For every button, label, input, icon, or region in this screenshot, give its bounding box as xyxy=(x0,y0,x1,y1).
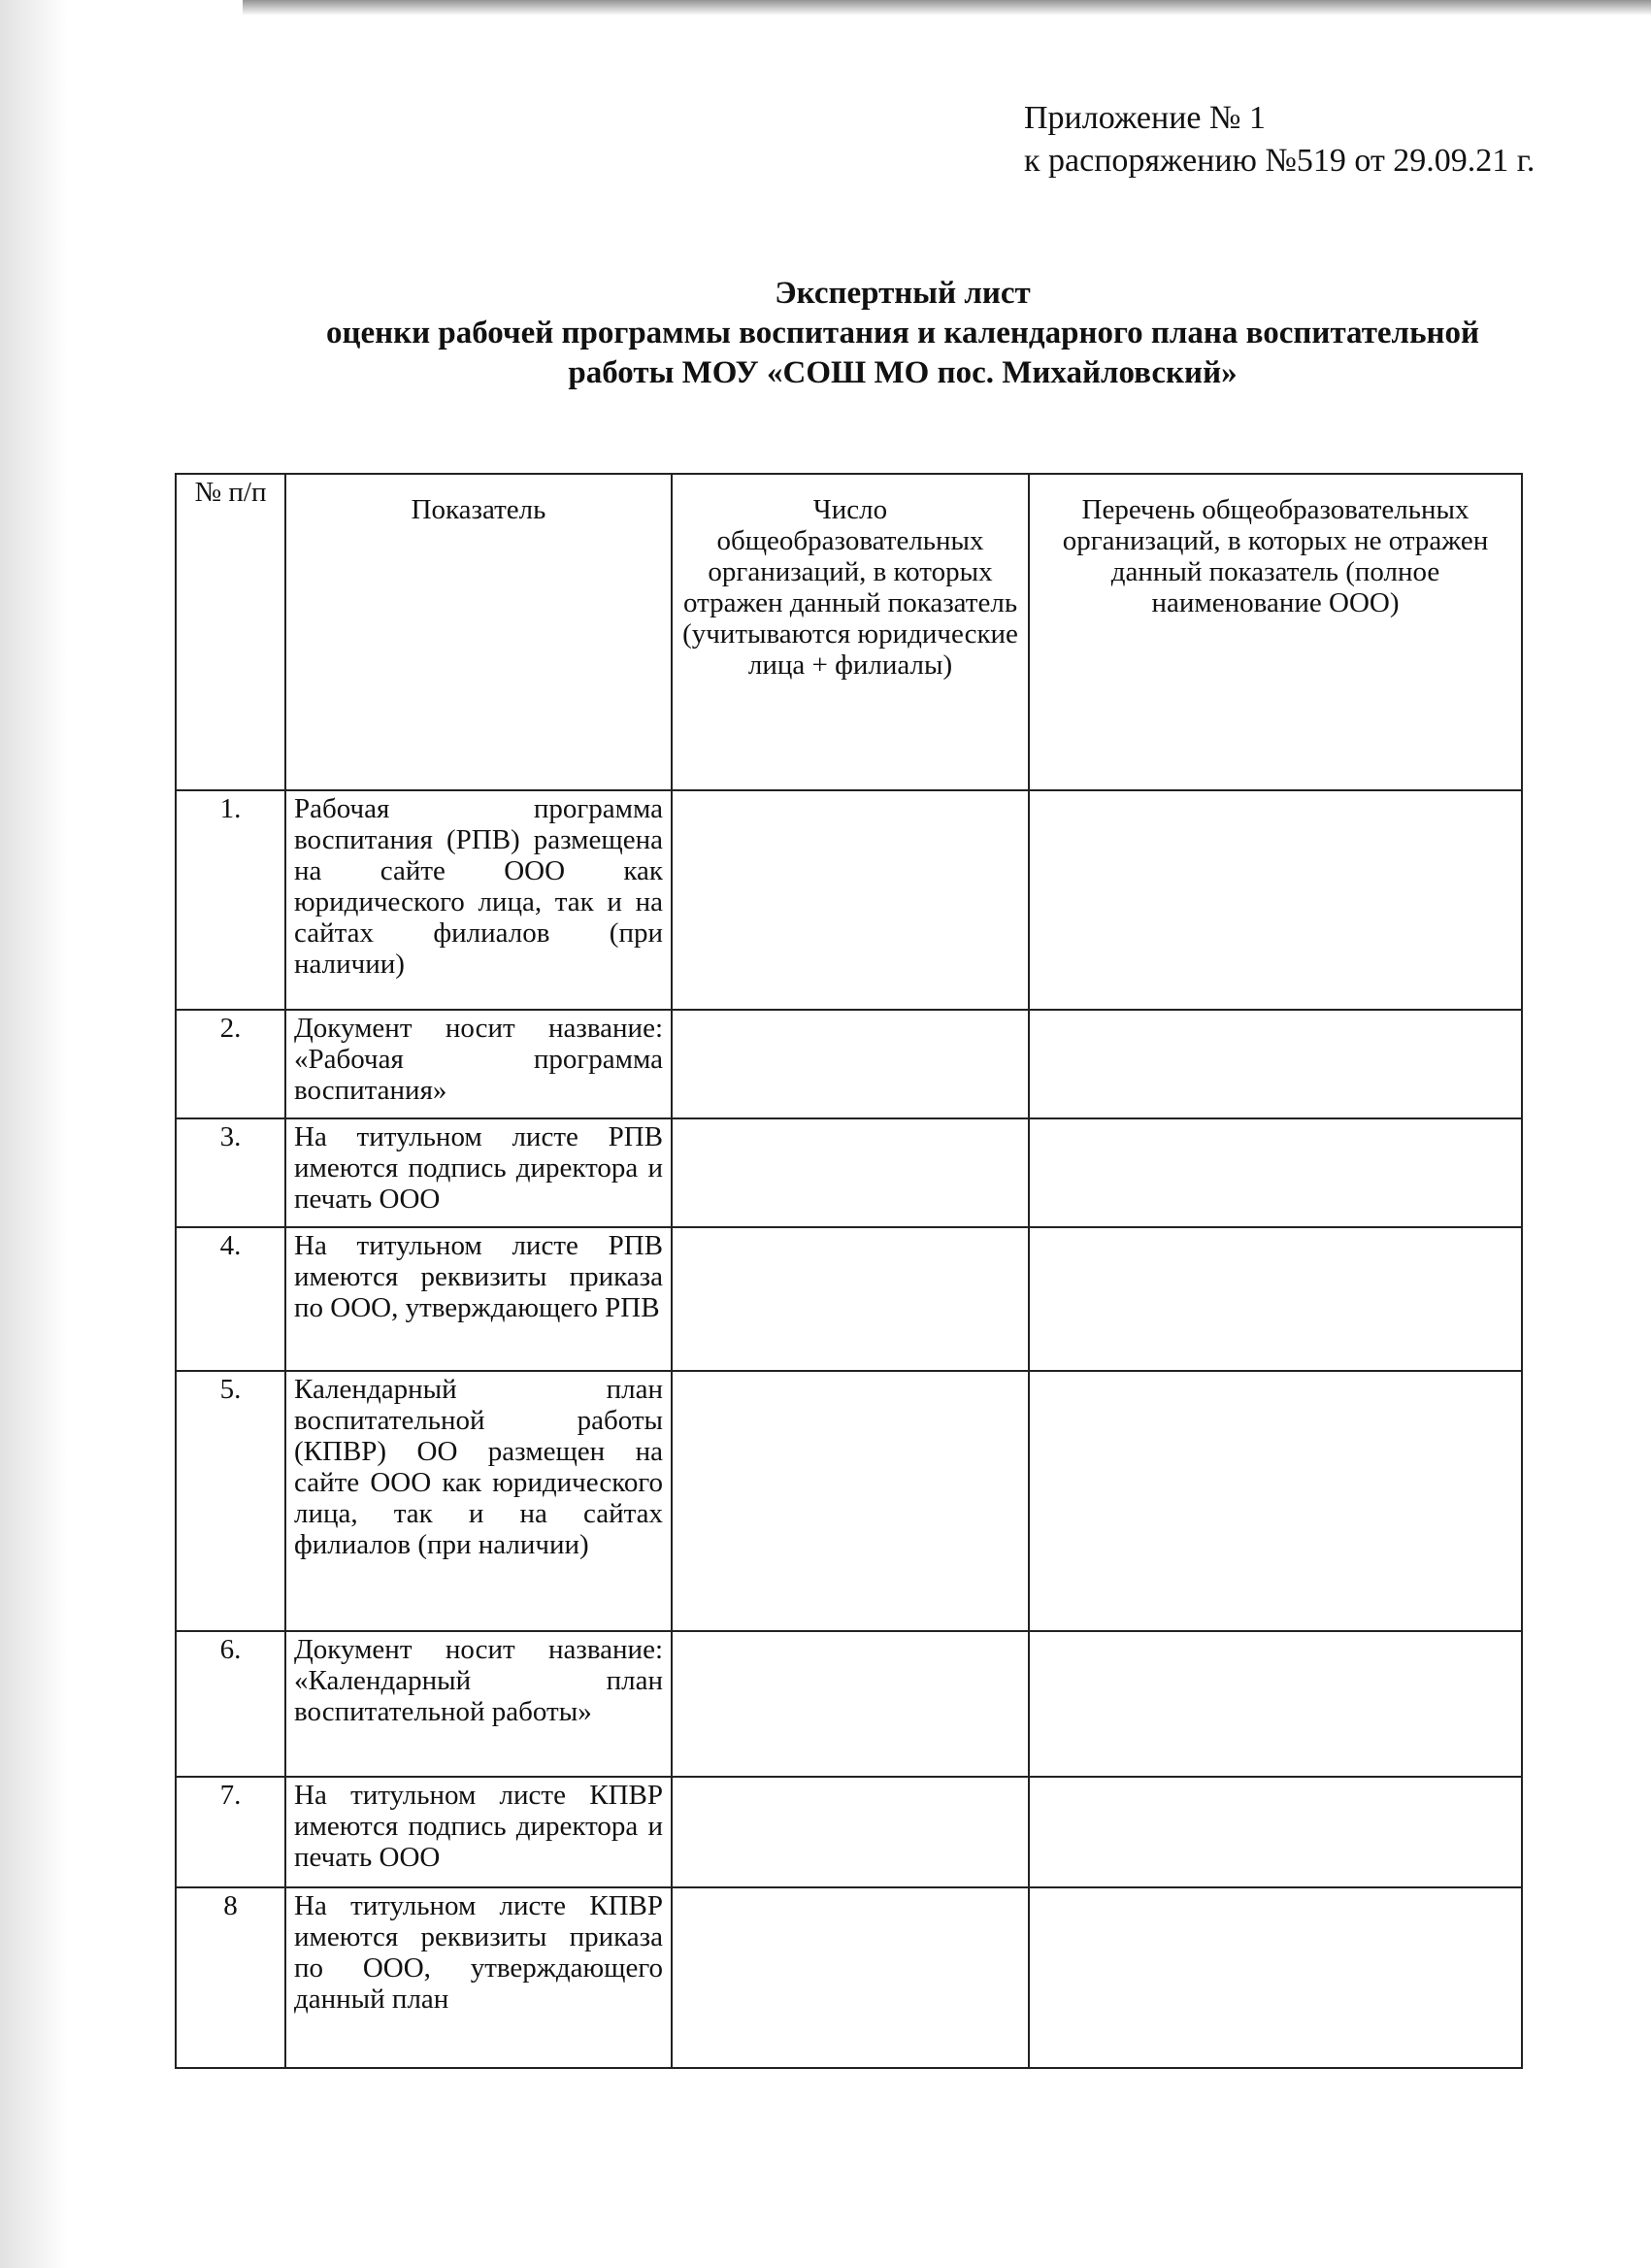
appendix-note xyxy=(1024,97,1535,183)
row-number: 6. xyxy=(176,1631,285,1777)
row-count-cell[interactable] xyxy=(672,1010,1029,1118)
table-row xyxy=(176,1371,1522,1631)
row-number: 8 xyxy=(176,1887,285,2068)
row-count-cell[interactable] xyxy=(672,1631,1029,1777)
appendix-number: Приложение № 1 xyxy=(1024,100,1266,136)
title-line-2: оценки рабочей программы воспитания и календарного плана воспитательной xyxy=(325,316,1480,350)
table-row xyxy=(176,1777,1522,1887)
header-count: Число общеобразовательных организаций, в которых отражен данный показатель (учитываются юридические лица + филиалы) xyxy=(672,474,1029,790)
row-number: 7. xyxy=(176,1777,285,1887)
row-indicator: Рабочая программа воспитания (РПВ) размещена на сайте ООО как юридического лица, так и на сайтах филиалов (при наличии) xyxy=(285,790,672,1010)
row-count-cell[interactable] xyxy=(672,1887,1029,2068)
table-row xyxy=(176,1118,1522,1227)
title-line-1: Экспертный лист xyxy=(775,276,1031,311)
scan-edge-shadow xyxy=(0,0,68,2268)
row-indicator: На титульном листе КПВР имеются подпись директора и печать ООО xyxy=(285,1777,672,1887)
row-number: 1. xyxy=(176,790,285,1010)
row-list-cell[interactable] xyxy=(1029,1777,1522,1887)
table-row xyxy=(176,790,1522,1010)
row-indicator: На титульном листе РПВ имеются реквизиты приказа по ООО, утверждающего РПВ xyxy=(285,1227,672,1371)
row-list-cell[interactable] xyxy=(1029,1887,1522,2068)
document-title xyxy=(194,274,1611,393)
table-row xyxy=(176,1010,1522,1118)
table-row xyxy=(176,1631,1522,1777)
table-header-row xyxy=(176,474,1522,790)
row-indicator: Документ носит название: «Календарный план воспитательной работы» xyxy=(285,1631,672,1777)
header-indicator: Показатель xyxy=(285,474,672,790)
table-row xyxy=(176,1227,1522,1371)
row-list-cell[interactable] xyxy=(1029,1118,1522,1227)
row-list-cell[interactable] xyxy=(1029,790,1522,1010)
header-list: Перечень общеобразовательных организаций, в которых не отражен данный показатель (полное наименование ООО) xyxy=(1029,474,1522,790)
row-list-cell[interactable] xyxy=(1029,1631,1522,1777)
row-list-cell[interactable] xyxy=(1029,1010,1522,1118)
appendix-order-reference: к распоряжению №519 от 29.09.21 г. xyxy=(1024,143,1535,179)
row-count-cell[interactable] xyxy=(672,1118,1029,1227)
row-count-cell[interactable] xyxy=(672,1227,1029,1371)
evaluation-table xyxy=(175,473,1523,2069)
row-number: 5. xyxy=(176,1371,285,1631)
row-indicator: Документ носит название: «Рабочая программа воспитания» xyxy=(285,1010,672,1118)
table-row xyxy=(176,1887,1522,2068)
row-indicator: Календарный план воспитательной работы (КПВР) ОО размещен на сайте ООО как юридического лица, так и на сайтах филиалов (при наличии) xyxy=(285,1371,672,1631)
row-list-cell[interactable] xyxy=(1029,1371,1522,1631)
row-indicator: На титульном листе КПВР имеются реквизиты приказа по ООО, утверждающего данный план xyxy=(285,1887,672,2068)
row-indicator: На титульном листе РПВ имеются подпись директора и печать ООО xyxy=(285,1118,672,1227)
header-number: № п/п xyxy=(176,474,285,790)
row-number: 2. xyxy=(176,1010,285,1118)
scan-top-edge xyxy=(243,0,1651,16)
row-count-cell[interactable] xyxy=(672,1777,1029,1887)
row-number: 3. xyxy=(176,1118,285,1227)
title-line-3: работы МОУ «СОШ МО пос. Михайловский» xyxy=(568,355,1238,390)
row-list-cell[interactable] xyxy=(1029,1227,1522,1371)
row-count-cell[interactable] xyxy=(672,1371,1029,1631)
row-number: 4. xyxy=(176,1227,285,1371)
row-count-cell[interactable] xyxy=(672,790,1029,1010)
